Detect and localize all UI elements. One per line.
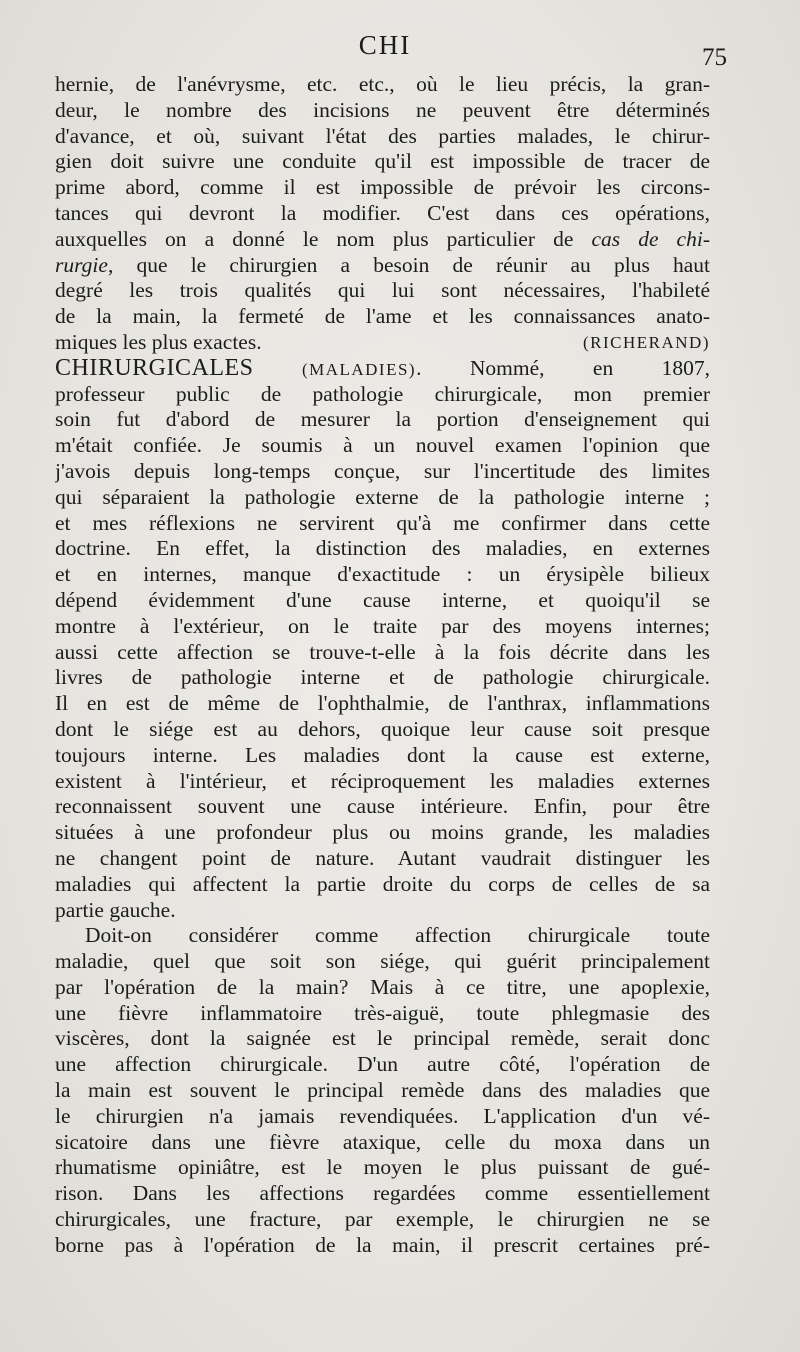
- body-text: [55, 72, 710, 1259]
- text-line: professeur public de pathologie chirurgicale, mon premier: [55, 381, 710, 406]
- text-line: rhumatisme opiniâtre, est le moyen le plus puissant de gué-: [55, 1155, 710, 1180]
- text-line: et mes réflexions ne servirent qu'à me confirmer dans cette: [55, 510, 710, 535]
- text-fragment: , que le chirurgien a besoin de réunir au plus haut: [107, 252, 710, 277]
- text-line: [55, 253, 710, 279]
- italic-term: rurgie: [55, 252, 108, 277]
- text-line: [55, 227, 710, 253]
- text-line: situées à une profondeur plus ou moins grande, les maladies: [55, 820, 710, 845]
- text-line: borne pas à l'opération de la main, il prescrit certaines pré-: [55, 1232, 710, 1257]
- signature-line: [55, 330, 710, 356]
- text-line: degré les trois qualités qui lui sont nécessaires, l'habileté: [55, 278, 710, 303]
- text-line: livres de pathologie interne et de pathologie chirurgicale.: [55, 665, 710, 690]
- author-signature: (RICHERAND): [583, 332, 710, 352]
- italic-term: cas de chi-: [591, 226, 710, 251]
- text-line: tances qui devront la modifier. C'est dans ces opérations,: [55, 200, 710, 225]
- text-line: ne changent point de nature. Autant vaudrait distinguer les: [55, 845, 710, 870]
- text-line: deur, le nombre des incisions ne peuvent être déterminés: [55, 97, 710, 122]
- text-fragment: . Nommé, en 1807,: [416, 355, 710, 380]
- text-line: maladies qui affectent la partie droite du corps de celles de sa: [55, 871, 710, 896]
- text-line: montre à l'extérieur, on le traite par des moyens internes;: [55, 613, 710, 638]
- text-fragment: auxquelles on a donné le nom plus particulier de: [55, 226, 592, 251]
- text-line: chirurgicales, une fracture, par exemple, le chirurgien ne se: [55, 1207, 710, 1232]
- entry-qualifier: (MALADIES): [301, 359, 417, 379]
- running-head: [55, 30, 727, 71]
- text-line: soin fut d'abord de mesurer la portion d'enseignement qui: [55, 407, 710, 432]
- text-line: une fièvre inflammatoire très-aiguë, toute phlegmasie des: [55, 1000, 710, 1025]
- entry-headword: CHIRURGICALES: [55, 355, 254, 381]
- text-line: reconnaissent souvent une cause intérieure. Enfin, pour être: [55, 794, 710, 819]
- text-line: rison. Dans les affections regardées comme essentiellement: [55, 1181, 710, 1206]
- text-line: le chirurgien n'a jamais revendiquées. L'application d'un vé-: [55, 1103, 710, 1128]
- entry-first-line: [55, 356, 710, 382]
- text-line: dépend évidemment d'une cause interne, et quoiqu'il se: [55, 587, 710, 612]
- text-line: gien doit suivre une conduite qu'il est impossible de tracer de: [55, 149, 710, 174]
- text-line: aussi cette affection se trouve-t-elle à la fois décrite dans les: [55, 639, 710, 664]
- text-line: partie gauche.: [55, 897, 176, 922]
- page-number: 75: [702, 44, 727, 71]
- text-line: de la main, la fermeté de l'ame et les connaissances anato-: [55, 304, 710, 329]
- text-line: dont le siége est au dehors, quoique leur cause soit presque: [55, 716, 710, 741]
- text-line: Il en est de même de l'ophthalmie, de l'anthrax, inflammations: [55, 691, 710, 716]
- text-line: j'avois depuis long-temps conçue, sur l'incertitude des limites: [55, 458, 710, 483]
- text-line: hernie, de l'anévrysme, etc. etc., où le lieu précis, la gran-: [55, 72, 710, 96]
- text-line: miques les plus exactes.: [55, 329, 262, 354]
- text-line: sicatoire dans une fièvre ataxique, celle du moxa dans un: [55, 1129, 710, 1154]
- text-line: d'avance, et où, suivant l'état des parties malades, le chirur-: [55, 123, 710, 148]
- text-line: maladie, quel que soit son siége, qui guérit principalement: [55, 949, 710, 974]
- text-line: prime abord, comme il est impossible de prévoir les circons-: [55, 175, 710, 200]
- text-line: et en internes, manque d'exactitude : un érysipèle bilieux: [55, 562, 710, 587]
- text-line: qui séparaient la pathologie externe de la pathologie interne ;: [55, 484, 710, 509]
- text-line: viscères, dont la saignée est le principal remède, serait donc: [55, 1026, 710, 1051]
- text-line: doctrine. En effet, la distinction des maladies, en externes: [55, 536, 710, 561]
- text-line: existent à l'intérieur, et réciproquement les maladies externes: [55, 768, 710, 793]
- text-line: par l'opération de la main? Mais à ce titre, une apoplexie,: [55, 974, 710, 999]
- text-line: la main est souvent le principal remède dans des maladies que: [55, 1078, 710, 1103]
- text-line: Doit-on considérer comme affection chirurgicale toute: [85, 923, 710, 948]
- running-title: CHI: [358, 30, 412, 60]
- text-line: toujours interne. Les maladies dont la cause est externe,: [55, 742, 710, 767]
- text-line: une affection chirurgicale. D'un autre côté, l'opération de: [55, 1052, 710, 1077]
- text-line: m'était confiée. Je soumis à un nouvel examen l'opinion que: [55, 433, 710, 458]
